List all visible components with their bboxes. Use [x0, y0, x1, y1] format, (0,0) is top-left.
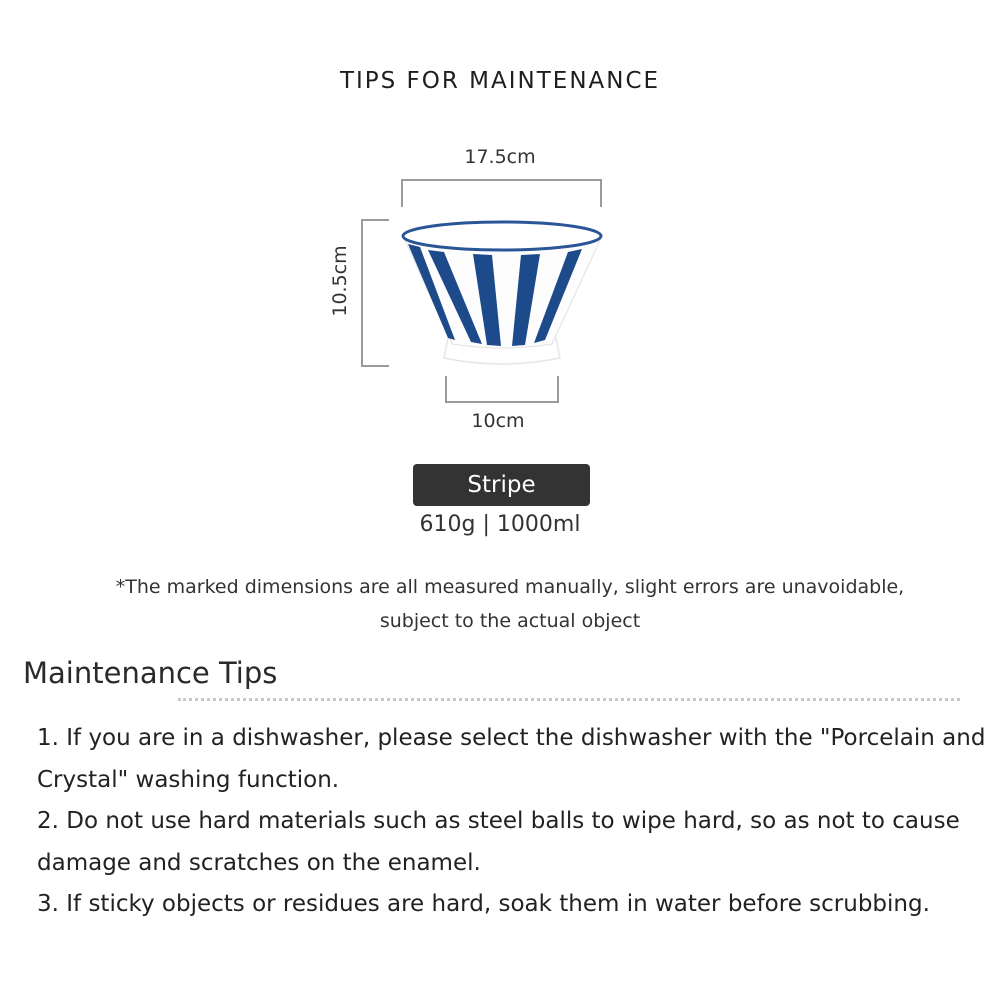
bowl-rim	[403, 222, 601, 250]
bowl-dimension-figure	[320, 140, 680, 440]
tip-item-3: 3. If sticky objects or residues are hard, soak them in water before scrubbing.	[37, 891, 930, 917]
variant-specs: 610g | 1000ml	[419, 512, 581, 537]
tip-item-2: 2. Do not use hard materials such as steel balls to wipe hard, so as not to cause damage and scratches on the enamel.	[37, 808, 960, 876]
section-divider	[178, 698, 960, 701]
base-dimension-label: 10cm	[471, 410, 525, 432]
maintenance-tips-list	[37, 718, 987, 926]
variant-badge: Stripe	[413, 464, 590, 506]
bowl-illustration	[320, 140, 680, 440]
disclaimer-line-1: *The marked dimensions are all measured manually, slight errors are unavoidable,	[115, 576, 905, 598]
width-dimension-label: 17.5cm	[464, 146, 536, 168]
page-title: TIPS FOR MAINTENANCE	[339, 68, 661, 94]
height-dimension-label: 10.5cm	[329, 245, 351, 317]
dimension-disclaimer	[60, 570, 960, 638]
disclaimer-line-2: subject to the actual object	[379, 610, 641, 632]
maintenance-heading: Maintenance Tips	[23, 656, 278, 690]
tip-item-1: 1. If you are in a dishwasher, please select the dishwasher with the "Porcelain and Crystal" washing function.	[37, 725, 986, 793]
